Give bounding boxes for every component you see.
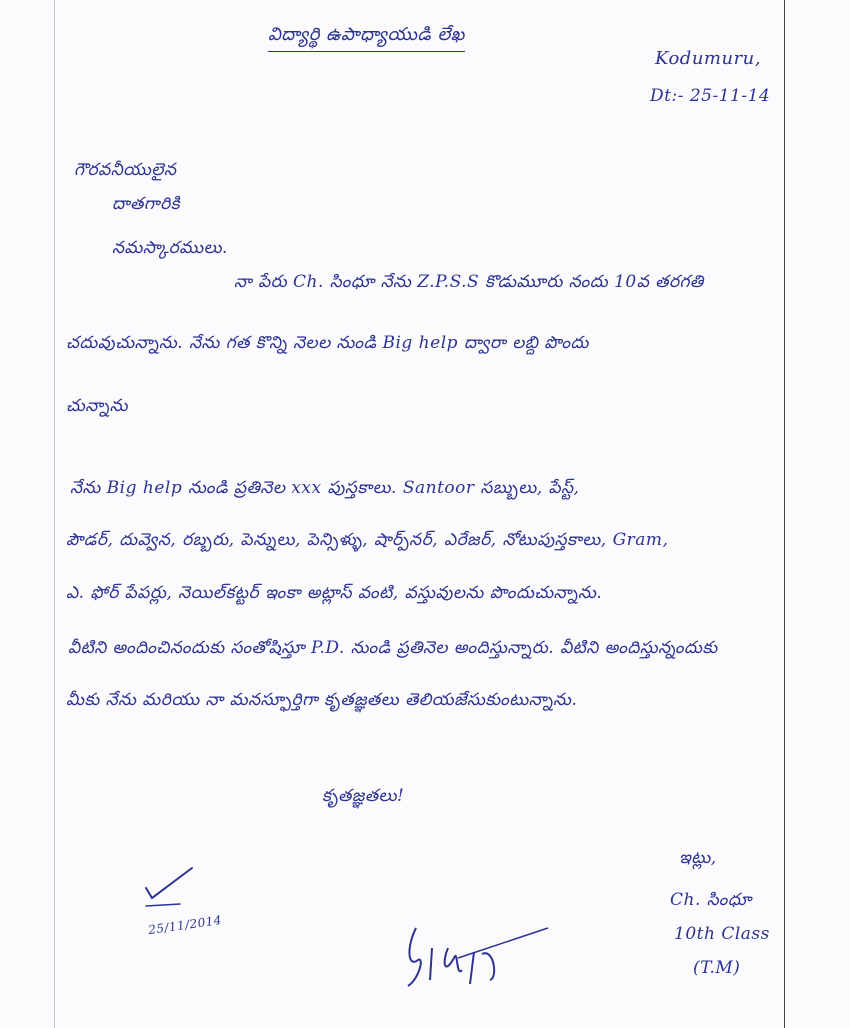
signature-scribble [398, 918, 558, 998]
student-class: 10th Class [674, 924, 770, 944]
body-line: నేను Big help నుండి ప్రతినెల xxx పుస్తకాలు. Santoor సబ్బులు, పేస్ట్, [70, 478, 580, 498]
letter-title: విద్యార్థి ఉపాధ్యాయుడి లేఖ [268, 24, 465, 52]
margin-line [54, 0, 55, 1028]
body-line: చున్నాను [66, 396, 129, 416]
body-line: నా పేరు Ch. సింధూ నేను Z.P.S.S కొడుమూరు నందు 10వ తరగతి [234, 272, 704, 292]
body-line: వీటిని అందించినందుకు సంతోషిస్తూ P.D. నుండి ప్రతినెల అందిస్తున్నారు. వీటిని అందిస్తున్నందుకు [68, 638, 718, 658]
closing-text: కృతజ్ఞతలు! [322, 786, 405, 806]
medium-label: (T.M) [693, 958, 741, 978]
salutation-line: గౌరవనీయులైన [74, 160, 177, 180]
salutation-line: దాతగారికి [112, 194, 181, 214]
body-line: ఎ. ఫోర్ పేపర్లు, నెయిల్‌కట్టర్ ఇంకా అట్లాస్ వంటి, వస్తువులను పొందుచున్నాను. [66, 583, 603, 603]
salutation-line: నమస్కారములు. [112, 238, 228, 258]
check-mark-icon [140, 858, 200, 918]
signoff-text: ఇట్లు, [679, 848, 717, 868]
body-line: పౌడర్, దువ్వెన, రబ్బరు, పెన్నులు, పెన్సిళ్ళు, షార్ప్‌నర్, ఎరేజర్, నోటుపుస్తకాలు, Gram, [66, 530, 669, 550]
page-edge-line [784, 0, 785, 1028]
student-name: Ch. సింధూ [670, 890, 752, 910]
letter-place: Kodumuru, [655, 48, 761, 69]
check-date: 25/11/2014 [147, 912, 223, 938]
letter-date: Dt:- 25-11-14 [650, 86, 771, 106]
body-line: మీకు నేను మరియు నా మనస్ఫూర్తిగా కృతజ్ఞతలు తెలియజేసుకుంటున్నాను. [66, 690, 578, 710]
body-line: చదువుచున్నాను. నేను గత కొన్ని నెలల నుండి Big help ద్వారా లబ్ది పొందు [66, 333, 589, 353]
